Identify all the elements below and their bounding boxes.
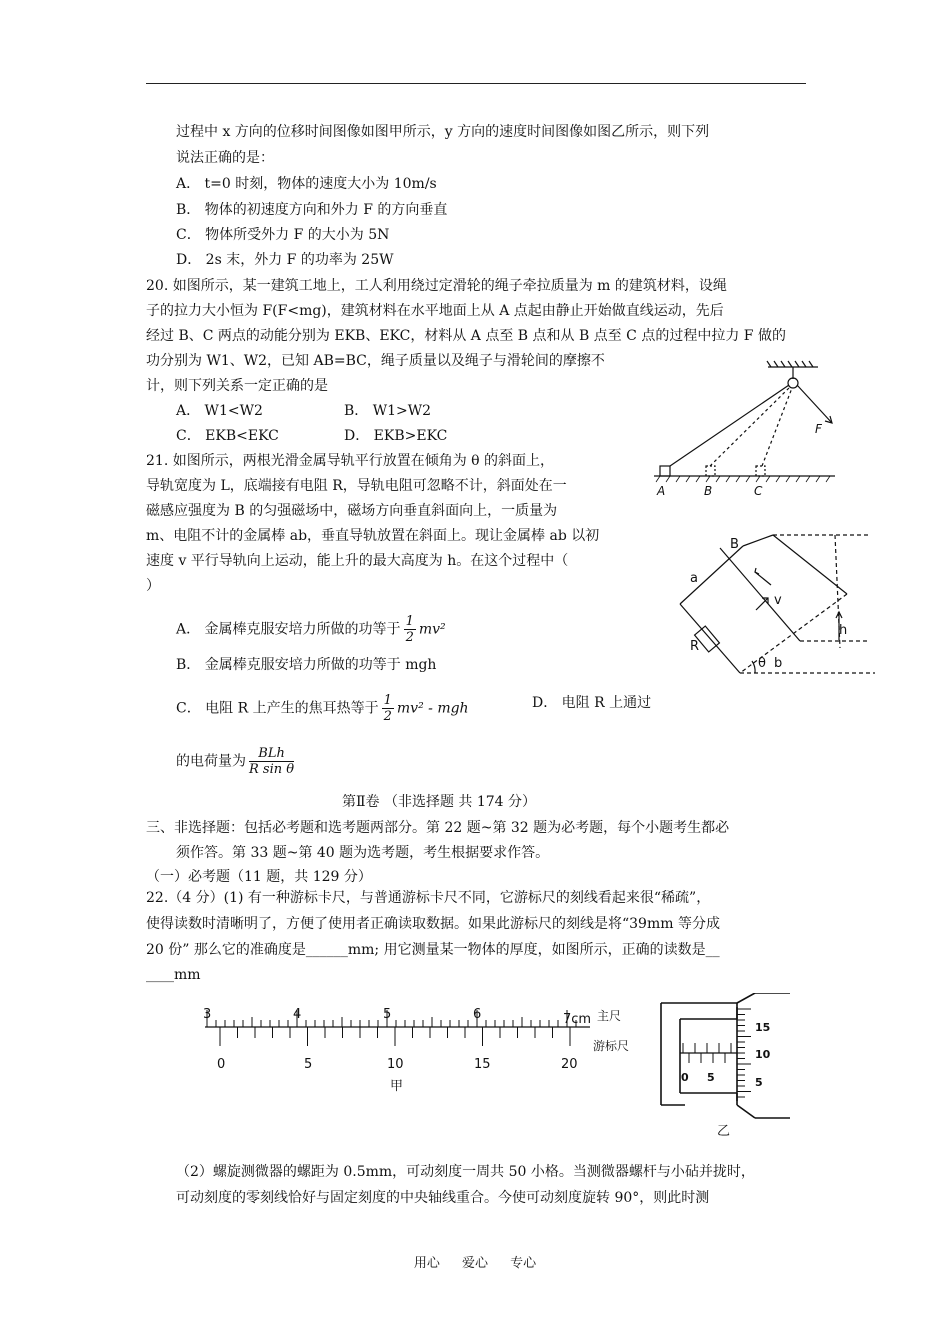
point-c-label: C <box>754 484 763 498</box>
angle-theta-label: θ <box>758 656 766 671</box>
vernier-tick-10: 10 <box>387 1057 404 1072</box>
q19-option-a: A． t=0 时刻，物体的速度大小为 10m/s <box>176 176 437 192</box>
q21-option-d-text: 的电荷量为 <box>176 753 246 770</box>
pulley-figure <box>640 355 850 500</box>
q19-option-c: C． 物体所受外力 F 的大小为 5N <box>176 227 390 243</box>
required-heading: （一）必考题（11 题，共 129 分） <box>146 869 372 885</box>
q19-text-2: 说法正确的是： <box>176 150 274 166</box>
q20-option-c: C． EKB<EKC <box>176 428 279 444</box>
vernier-tick-20: 20 <box>561 1057 578 1072</box>
q22-text-1: 22.（4 分）(1) 有一种游标卡尺，与普通游标卡尺不同，它游标尺的刻线看起来很“稀疏”， <box>146 890 711 906</box>
q21-text-5: 速度 v 平行导轨向上运动，能上升的最大高度为 h。在这个过程中（ <box>146 553 569 569</box>
frac-num: 1 <box>383 693 392 708</box>
vernier-tick-15: 15 <box>474 1057 491 1072</box>
q21-option-c <box>176 693 469 724</box>
q20-text-3: 经过 B、C 两点的动能分别为 EKB、EKC，材料从 A 点至 B 点和从 B 点至 C 点的过程中拉力 F 做的 <box>146 328 786 344</box>
minus-mgh: - mgh <box>428 700 469 717</box>
q21-option-a <box>176 614 446 645</box>
q20-option-a: A． W1<W2 <box>176 403 263 419</box>
mv2-a: mv² <box>418 621 446 638</box>
q20-text-1: 20. 如图所示，某一建筑工地上，工人利用绕过定滑轮的绳子牵拉质量为 m 的建筑材料，设绳 <box>146 278 727 294</box>
thimble-15: 15 <box>755 1021 771 1034</box>
q22-text-4: ____mm <box>146 967 201 983</box>
height-h-label: h <box>839 623 848 638</box>
force-f-label: F <box>815 422 822 436</box>
header-rule <box>146 83 806 84</box>
q19-option-d: D． 2s 末，外力 F 的功率为 25W <box>176 252 394 268</box>
section-iii-text-1: 三、非选择题：包括必考题和选考题两部分。第 22 题~第 32 题为必考题，每个小题考生都必 <box>146 820 730 836</box>
q21-text-3: 磁感应强度为 B 的匀强磁场中，磁场方向垂直斜面向上，一质量为 <box>146 503 558 519</box>
point-a-label: A <box>657 484 666 498</box>
field-b-label: B <box>730 537 739 552</box>
q20-text-4: 功分别为 W1、W2，已知 AB=BC，绳子质量以及绳子与滑轮间的摩擦不 <box>146 353 605 369</box>
q21-option-d-cont <box>176 746 297 777</box>
sleeve-0: 0 <box>681 1071 689 1084</box>
incline-rails-figure <box>670 528 885 678</box>
figure-jia-caption: 甲 <box>390 1079 404 1094</box>
q21-text-4: m、电阻不计的金属棒 ab，垂直导轨放置在斜面上。现让金属棒 ab 以初 <box>146 528 600 544</box>
q21-option-d: D． 电阻 R 上通过 <box>532 695 652 711</box>
frac-den: 2 <box>405 630 414 645</box>
q21-text-1: 21. 如图所示，两根光滑金属导轨平行放置在倾角为 θ 的斜面上， <box>146 453 555 469</box>
q21-option-c-text: C． 电阻 R 上产生的焦耳热等于 <box>176 700 379 717</box>
rod-end-a-label: a <box>690 571 698 586</box>
fraction-half-a <box>404 614 416 645</box>
main-tick-3: 3 <box>203 1007 212 1022</box>
mv2-c: mv² <box>396 700 424 717</box>
main-tick-4: 4 <box>293 1007 302 1022</box>
sleeve-5: 5 <box>707 1071 715 1084</box>
frac-den: R sin θ <box>249 762 295 777</box>
micrometer-figure <box>655 993 795 1138</box>
vernier-tick-0: 0 <box>217 1057 226 1072</box>
q20-text-5: 计，则下列关系一定正确的是 <box>146 378 328 394</box>
main-tick-5: 5 <box>383 1007 392 1022</box>
rod-end-b-label: b <box>774 656 783 671</box>
q21-text-2: 导轨宽度为 L，底端接有电阻 R，导轨电阻可忽略不计，斜面处在一 <box>146 478 567 494</box>
vernier-caliper-figure <box>195 1000 665 1100</box>
frac-den: 2 <box>383 709 392 724</box>
q21-option-b: B． 金属棒克服安培力所做的功等于 mgh <box>176 657 437 673</box>
fraction-half-c <box>382 693 394 724</box>
q21-text-6: ） <box>146 578 160 594</box>
q22-text-2: 使得读数时清晰明了，方便了使用者正确读取数据。如果此游标尺的刻线是将“39mm 等分成 <box>146 916 720 932</box>
frac-num: BLh <box>249 746 294 762</box>
main-tick-6: 6 <box>473 1007 482 1022</box>
resistor-r-label: R <box>690 639 700 654</box>
page-footer: 用心 爱心 专心 <box>413 1256 537 1271</box>
vernier-scale-label: 游标尺 <box>593 1039 630 1053</box>
q19-option-b: B． 物体的初速度方向和外力 F 的方向垂直 <box>176 202 448 218</box>
figure-yi-caption: 乙 <box>717 1124 731 1138</box>
section-iii-text-2: 须作答。第 33 题~第 40 题为选考题，考生根据要求作答。 <box>176 845 550 861</box>
q22-2-text-2: 可动刻度的零刻线恰好与固定刻度的中央轴线重合。今使可动刻度旋转 90°，则此时测 <box>176 1190 710 1206</box>
q20-option-d: D． EKB>EKC <box>344 428 448 444</box>
q22-text-3: 20 份” 那么它的准确度是______mm; 用它测量某一物体的厚度，如图所示，正确的读数是__ <box>146 942 720 958</box>
velocity-v-label: v <box>774 593 782 608</box>
fraction-charge <box>249 746 294 777</box>
thimble-5: 5 <box>755 1076 763 1089</box>
main-scale-label: 主尺 <box>597 1009 622 1023</box>
q21-option-a-text: A． 金属棒克服安培力所做的功等于 <box>176 621 401 638</box>
section-ii-title: 第Ⅱ卷 （非选择题 共 174 分） <box>342 794 537 810</box>
vernier-tick-5: 5 <box>304 1057 313 1072</box>
frac-num: 1 <box>405 614 414 629</box>
thimble-10: 10 <box>755 1048 771 1061</box>
point-b-label: B <box>704 484 713 498</box>
q19-text-1: 过程中 x 方向的位移时间图像如图甲所示，y 方向的速度时间图像如图乙所示，则下列 <box>176 124 710 140</box>
q22-2-text-1: （2）螺旋测微器的螺距为 0.5mm，可动刻度一周共 50 小格。当测微器螺杆与小砧并拢时， <box>176 1164 755 1180</box>
q20-text-2: 子的拉力大小恒为 F(F<mg)，建筑材料在水平地面上从 A 点起由静止开始做直线运动，先后 <box>146 303 724 319</box>
main-tick-7cm: 7cm <box>563 1012 592 1027</box>
q20-option-b: B． W1>W2 <box>344 403 432 419</box>
